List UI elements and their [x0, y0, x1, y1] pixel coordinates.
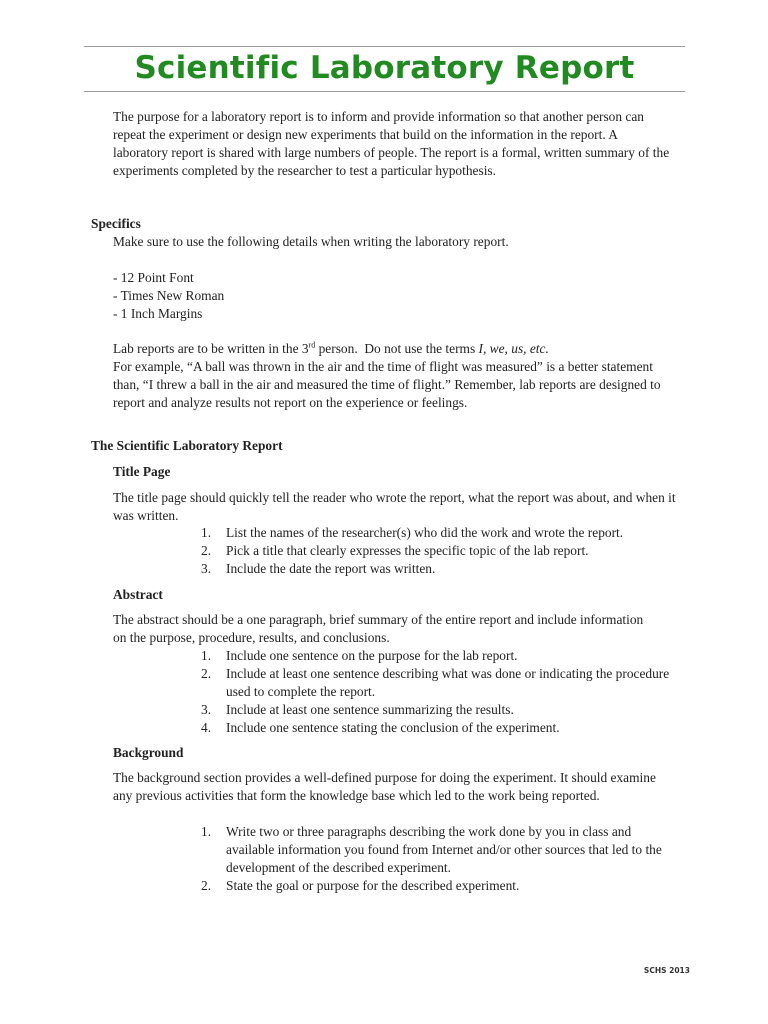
person-suffix: person. Do not use the terms: [315, 341, 479, 356]
title-rule: [84, 91, 685, 92]
abstract-text: The abstract should be a one paragraph, brief summary of the entire report and include information on the purpose, procedure, results, and conclusions.: [113, 612, 644, 645]
report-heading: The Scientific Laboratory Report: [91, 438, 283, 453]
list-item: 2. Pick a title that clearly expresses the specific topic of the lab report.: [201, 543, 589, 558]
forbidden-terms: I, we, us, etc.: [478, 341, 549, 356]
top-rule: [84, 46, 685, 47]
abstract-list: [201, 647, 671, 737]
specifics-item: - 12 Point Font: [113, 270, 194, 285]
list-item: 1. Include one sentence on the purpose for the lab report.: [201, 648, 518, 663]
background-heading: Background: [113, 745, 184, 760]
list-item: 1. List the names of the researcher(s) who did the work and wrote the report.: [201, 525, 624, 540]
specifics-item: - Times New Roman: [113, 288, 225, 303]
intro-paragraph: The purpose for a laboratory report is to inform and provide information so that another person can repeat the experiment or design new experiments that build on the information in the report. A laboratory report is shared with large numbers of people. The report is a formal, written summary of the experiments completed by the researcher to test a particular hypothesis.: [113, 109, 670, 178]
list-item: 3. Include at least one sentence summarizing the results.: [201, 702, 514, 717]
list-item: 2. Include at least one sentence describing what was done or indicating the procedure used to complete the report.: [201, 666, 670, 699]
specifics-item: - 1 Inch Margins: [113, 306, 203, 321]
title-page-text: The title page should quickly tell the reader who wrote the report, what the report was about, and when it was written.: [113, 490, 676, 523]
specifics-lead: Make sure to use the following details when writing the laboratory report.: [113, 234, 509, 249]
footer-label: SCHS 2013: [643, 966, 690, 975]
list-item: 3. Include the date the report was written.: [201, 561, 436, 576]
specifics-heading: Specifics: [91, 216, 141, 231]
list-item: 1. Write two or three paragraphs describing the work done by you in class and available information you found from Internet and/or other sources that led to the development of the described experiment.: [201, 824, 662, 875]
title-page-list: [201, 524, 681, 578]
page-title: Scientific Laboratory Report: [134, 50, 635, 86]
title-page-heading: Title Page: [113, 464, 171, 479]
background-list: [201, 823, 666, 895]
list-item: 4. Include one sentence stating the conclusion of the experiment.: [201, 720, 560, 735]
list-item: 2. State the goal or purpose for the described experiment.: [201, 878, 520, 893]
example-paragraph: For example, “A ball was thrown in the air and the time of flight was measured” is a better statement than, “I threw a ball in the air and measured the time of flight.” Remember, lab reports are designed to report and analyze results not report on the experience or feelings.: [113, 359, 661, 410]
person-rule: [113, 340, 673, 358]
person-prefix: Lab reports are to be written in the 3: [113, 341, 309, 356]
background-text: The background section provides a well-defined purpose for doing the experiment. It should examine any previous activities that form the knowledge base which led to the work being reported.: [113, 770, 656, 803]
person-sup: rd: [308, 340, 316, 350]
abstract-heading: Abstract: [113, 587, 163, 602]
